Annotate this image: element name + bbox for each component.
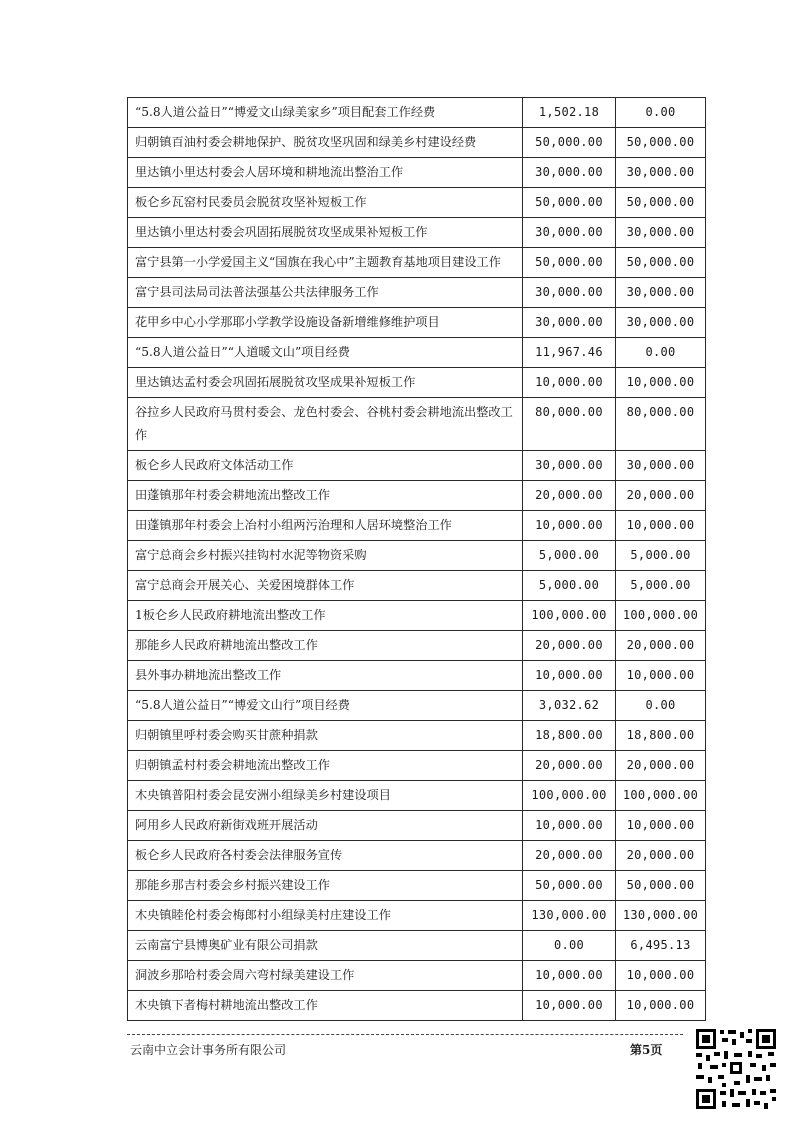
table-row (128, 751, 706, 781)
row-amount-a: 50,000.00 (523, 871, 616, 901)
row-description: 洞波乡那哈村委会周六弯村绿美建设工作 (128, 961, 523, 991)
row-description: “5.8人道公益日”“人道暖文山”项目经费 (128, 338, 523, 368)
table-row (128, 631, 706, 661)
footer-divider (127, 1034, 683, 1035)
row-amount-a: 130,000.00 (523, 901, 616, 931)
row-description: 富宁县司法局司法普法强基公共法律服务工作 (128, 278, 523, 308)
row-amount-b: 5,000.00 (616, 571, 706, 601)
row-amount-b: 100,000.00 (616, 781, 706, 811)
table-row (128, 841, 706, 871)
row-amount-b: 80,000.00 (616, 398, 706, 451)
row-amount-b: 20,000.00 (616, 481, 706, 511)
row-description: 1板仑乡人民政府耕地流出整改工作 (128, 601, 523, 631)
row-description: 里达镇小里达村委会人居环境和耕地流出整治工作 (128, 158, 523, 188)
table-row (128, 871, 706, 901)
row-amount-a: 3,032.62 (523, 691, 616, 721)
qr-code-icon (694, 1027, 778, 1111)
row-amount-a: 5,000.00 (523, 541, 616, 571)
row-description: 板仑乡人民政府各村委会法律服务宣传 (128, 841, 523, 871)
table-row (128, 451, 706, 481)
table-row (128, 691, 706, 721)
row-amount-a: 20,000.00 (523, 751, 616, 781)
row-amount-a: 80,000.00 (523, 398, 616, 451)
row-amount-a: 20,000.00 (523, 841, 616, 871)
table-row (128, 481, 706, 511)
row-amount-b: 0.00 (616, 691, 706, 721)
table-row (128, 721, 706, 751)
row-amount-b: 0.00 (616, 98, 706, 128)
row-amount-b: 50,000.00 (616, 871, 706, 901)
row-description: 花甲乡中心小学那耶小学教学设施设备新增维修维护项目 (128, 308, 523, 338)
row-amount-a: 0.00 (523, 931, 616, 961)
row-amount-a: 50,000.00 (523, 248, 616, 278)
table-row (128, 931, 706, 961)
row-description: 富宁总商会乡村振兴挂钩村水泥等物资采购 (128, 541, 523, 571)
row-amount-b: 10,000.00 (616, 661, 706, 691)
table-row (128, 991, 706, 1021)
row-description: 阿用乡人民政府新街戏班开展活动 (128, 811, 523, 841)
row-amount-a: 30,000.00 (523, 278, 616, 308)
row-amount-a: 18,800.00 (523, 721, 616, 751)
row-amount-b: 30,000.00 (616, 218, 706, 248)
table-row (128, 661, 706, 691)
row-amount-b: 6,495.13 (616, 931, 706, 961)
row-amount-a: 30,000.00 (523, 158, 616, 188)
row-amount-b: 50,000.00 (616, 188, 706, 218)
table-row (128, 248, 706, 278)
row-amount-a: 11,967.46 (523, 338, 616, 368)
row-description: “5.8人道公益日”“博爱文山绿美家乡”项目配套工作经费 (128, 98, 523, 128)
row-description: 木央镇下者梅村耕地流出整改工作 (128, 991, 523, 1021)
row-amount-b: 10,000.00 (616, 811, 706, 841)
row-description: 板仑乡人民政府文体活动工作 (128, 451, 523, 481)
row-description: 谷拉乡人民政府马贯村委会、龙色村委会、谷桃村委会耕地流出整改工作 (128, 398, 523, 451)
row-description: 归朝镇里呼村委会购买甘蔗种捐款 (128, 721, 523, 751)
row-amount-b: 130,000.00 (616, 901, 706, 931)
row-description: 县外事办耕地流出整改工作 (128, 661, 523, 691)
row-amount-a: 10,000.00 (523, 961, 616, 991)
table-row (128, 158, 706, 188)
table-body (128, 98, 706, 1021)
row-amount-a: 1,502.18 (523, 98, 616, 128)
table-row (128, 308, 706, 338)
row-description: 田蓬镇那年村委会耕地流出整改工作 (128, 481, 523, 511)
row-description: 板仑乡瓦窑村民委员会脱贫攻坚补短板工作 (128, 188, 523, 218)
row-amount-a: 30,000.00 (523, 308, 616, 338)
row-amount-a: 10,000.00 (523, 661, 616, 691)
row-amount-b: 10,000.00 (616, 368, 706, 398)
table-row (128, 398, 706, 451)
row-amount-b: 0.00 (616, 338, 706, 368)
row-amount-a: 10,000.00 (523, 811, 616, 841)
table-row (128, 511, 706, 541)
row-amount-a: 100,000.00 (523, 601, 616, 631)
row-amount-a: 50,000.00 (523, 128, 616, 158)
table-row (128, 188, 706, 218)
row-description: “5.8人道公益日”“博爱文山行”项目经费 (128, 691, 523, 721)
row-description: 那能乡那吉村委会乡村振兴建设工作 (128, 871, 523, 901)
row-amount-b: 20,000.00 (616, 751, 706, 781)
row-amount-b: 50,000.00 (616, 248, 706, 278)
row-amount-b: 18,800.00 (616, 721, 706, 751)
row-amount-b: 10,000.00 (616, 511, 706, 541)
table-row (128, 278, 706, 308)
footer-company: 云南中立会计事务所有限公司 (130, 1043, 287, 1057)
row-amount-b: 20,000.00 (616, 841, 706, 871)
row-amount-a: 30,000.00 (523, 218, 616, 248)
row-amount-b: 10,000.00 (616, 961, 706, 991)
row-amount-b: 100,000.00 (616, 601, 706, 631)
row-amount-a: 20,000.00 (523, 631, 616, 661)
row-amount-b: 10,000.00 (616, 991, 706, 1021)
row-amount-b: 30,000.00 (616, 451, 706, 481)
row-amount-a: 10,000.00 (523, 511, 616, 541)
row-amount-b: 30,000.00 (616, 158, 706, 188)
row-description: 里达镇达孟村委会巩固拓展脱贫攻坚成果补短板工作 (128, 368, 523, 398)
expense-table (127, 97, 706, 1021)
row-description: 富宁总商会开展关心、关爱困境群体工作 (128, 571, 523, 601)
table-row (128, 811, 706, 841)
table-row (128, 338, 706, 368)
table-row (128, 571, 706, 601)
table-row (128, 901, 706, 931)
row-amount-b: 30,000.00 (616, 308, 706, 338)
row-description: 归朝镇孟村村委会耕地流出整改工作 (128, 751, 523, 781)
row-description: 木央镇睦伦村委会梅郎村小组绿美村庄建设工作 (128, 901, 523, 931)
row-description: 田蓬镇那年村委会上冶村小组两污治理和人居环境整治工作 (128, 511, 523, 541)
table-row (128, 368, 706, 398)
table-row (128, 218, 706, 248)
table-row (128, 601, 706, 631)
row-amount-a: 5,000.00 (523, 571, 616, 601)
row-amount-a: 20,000.00 (523, 481, 616, 511)
row-description: 富宁县第一小学爱国主义“国旗在我心中”主题教育基地项目建设工作 (128, 248, 523, 278)
row-description: 云南富宁县博奥矿业有限公司捐款 (128, 931, 523, 961)
table-row (128, 98, 706, 128)
row-description: 里达镇小里达村委会巩固拓展脱贫攻坚成果补短板工作 (128, 218, 523, 248)
row-amount-b: 5,000.00 (616, 541, 706, 571)
row-description: 木央镇普阳村委会昆安洲小组绿美乡村建设项目 (128, 781, 523, 811)
table-row (128, 128, 706, 158)
row-amount-a: 50,000.00 (523, 188, 616, 218)
row-description: 那能乡人民政府耕地流出整改工作 (128, 631, 523, 661)
row-description: 归朝镇百油村委会耕地保护、脱贫攻坚巩固和绿美乡村建设经费 (128, 128, 523, 158)
table-row (128, 961, 706, 991)
row-amount-b: 50,000.00 (616, 128, 706, 158)
row-amount-a: 10,000.00 (523, 368, 616, 398)
row-amount-a: 100,000.00 (523, 781, 616, 811)
row-amount-b: 20,000.00 (616, 631, 706, 661)
row-amount-a: 30,000.00 (523, 451, 616, 481)
table-row (128, 781, 706, 811)
table-row (128, 541, 706, 571)
row-amount-a: 10,000.00 (523, 991, 616, 1021)
footer-page-number: 第5页 (630, 1043, 663, 1057)
row-amount-b: 30,000.00 (616, 278, 706, 308)
